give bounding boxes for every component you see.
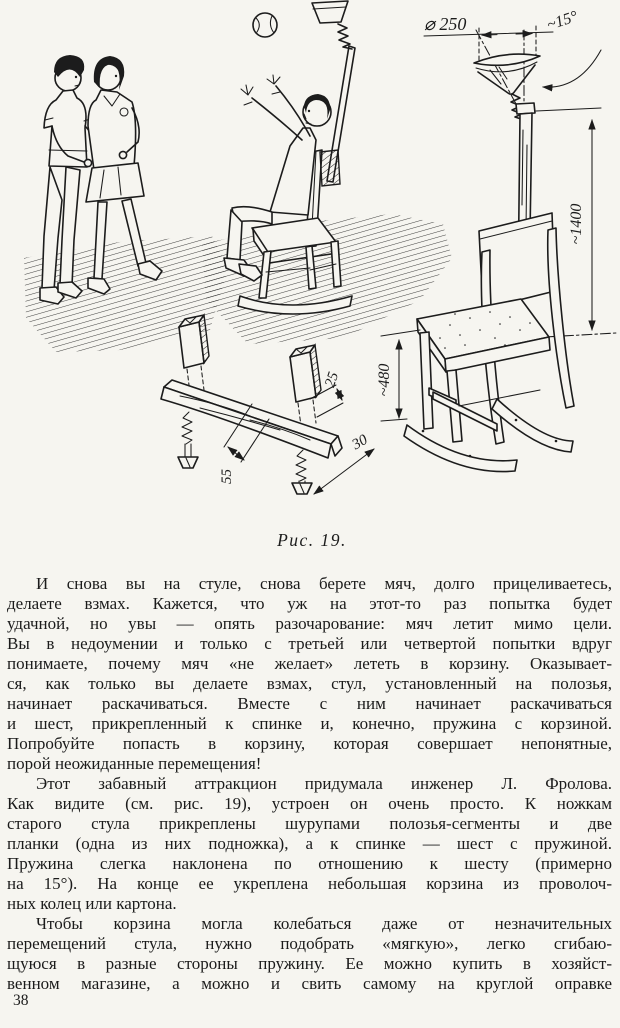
boy-shirt [44,90,87,167]
text-line: Чтобы корзина могла колебаться даже от незначительных [36,914,612,933]
dim-basket-diameter-label: ⌀ 250 [424,14,467,34]
text-line: перемещений стула, нужно подобрать «мягкую», легко сгибаю- [7,934,612,953]
text-line: Попробуйте попасть в корзину, которая совершает непонятные, [7,734,612,753]
text-line: ся, как только вы делаете взмах, стул, установленный на полозья, [7,674,612,693]
dim-plank-end-width-label: 30 [349,431,371,454]
text-line: удачной, но увы — опять разочарование: мяч летит мимо цели. [7,614,612,633]
dim-spring-angle-label: ~15° [544,8,580,34]
dim-pole-length-label: ~1400 [568,203,585,245]
text-line: И снова вы на стуле, снова берете мяч, долго прицеливаетесь, [36,574,612,593]
tech-stretcher [433,392,497,431]
text-line: Вы в недоумении и только с третьей или четвертой попытки вдруг [7,634,612,653]
text-line: понимаете, почему мяч «не желает» лететь в корзину. Оказывает- [7,654,612,673]
tech-runner [492,399,573,452]
girl-skirt [86,163,144,202]
text-line: и шест, прикрепленный к спинке и, конечно, пружина с корзиной. [7,714,612,733]
tech-basket-rim [474,54,540,65]
ball [253,13,277,37]
dim-plank-width-label: 55 [219,469,235,484]
text-line: начинает раскачиваться. Вместе с ним начинает раскачиваться [7,694,612,713]
text-line: старого стула прикреплены шурупами полозья-сегменты и две [7,814,612,833]
pole-bracket [320,150,340,186]
text-line: порой неожиданные перемещения! [7,754,262,773]
tech-back-leg [548,228,574,408]
text-line: щуюся в разные стороны пружину. Ее можно купить в хозяйст- [7,954,612,973]
seated-boy-torso [270,128,316,215]
text-line: Пружина слегка наклонена по отношению к шесту (примерно [7,854,612,873]
page-number: 38 [13,992,29,1009]
dim-seat-height-label: ~480 [376,363,393,397]
spring [338,24,352,49]
text-line: на 15°). На конце ее укреплена небольшая корзина из проволоч- [7,874,612,893]
body-text [7,574,612,994]
text-line: ных колец или картона. [7,894,177,913]
text-line: планки (одна из них подножка), а к спинке — шест с пружиной. [7,834,612,853]
dim-plank-thickness-label: 25 [322,370,343,390]
tech-basket-cone [478,65,535,94]
text-line: Этот забавный аттракцион придумала инженер Л. Фролова. [36,774,612,793]
screw [292,450,312,494]
girl-shirt [88,90,136,170]
text-line: венном магазине, а можно и свить самому на круглой оправке [7,974,612,993]
text-line: делаете взмах. Кажется, что уж на этот-то раз попытка будет [7,594,612,613]
text-line: Как видите (см. рис. 19), устроен он очень просто. К ножкам [7,794,612,813]
basket [312,1,348,23]
screw [178,412,198,468]
figure-caption: Рис. 19. [277,530,347,550]
